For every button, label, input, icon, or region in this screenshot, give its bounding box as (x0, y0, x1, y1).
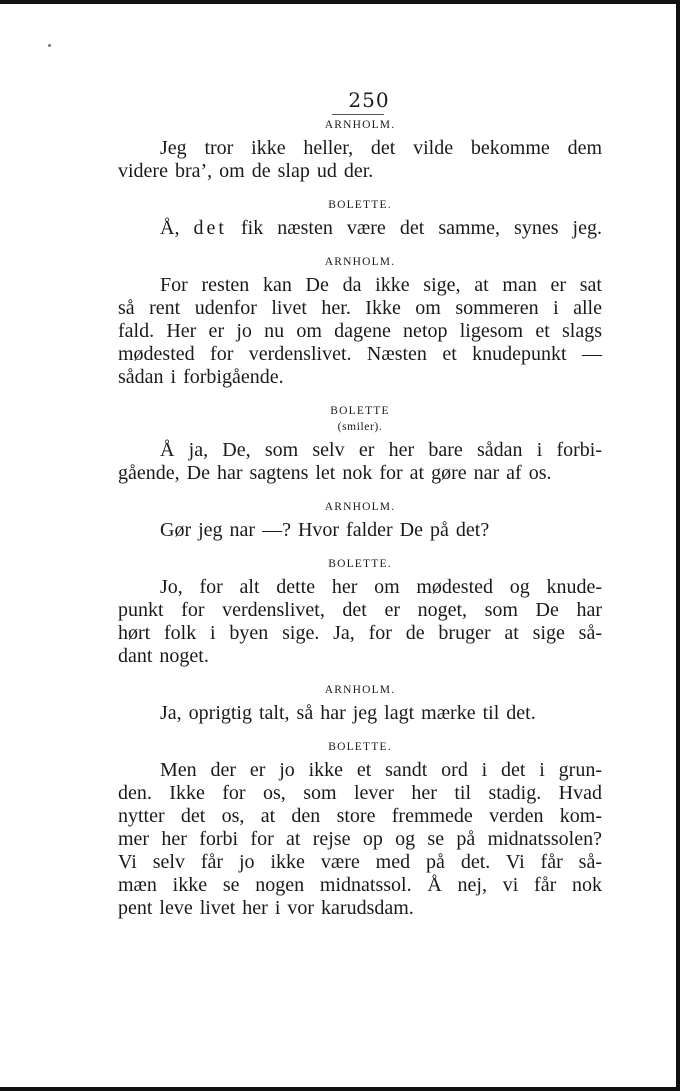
speech-line: Å ja, De, som selv er her bare sådan i forbi- (160, 439, 602, 461)
dialogue-block (118, 556, 602, 668)
speaker-name: BOLETTE. (328, 741, 392, 753)
dialogue-block (118, 197, 602, 240)
speech-line: Men der er jo ikke et sandt ord i det i grun- (160, 759, 602, 781)
speaker-name: ARNHOLM. (324, 684, 396, 696)
speech-line: så rent udenfor livet her. Ikke om sommeren i alle (118, 297, 602, 319)
speech-line: Jeg tror ikke heller, det vilde bekomme dem (160, 137, 602, 159)
scan-edge-bottom (0, 1087, 680, 1091)
speech-line: Ja, oprigtig talt, så har jeg lagt mærke til det. (160, 702, 536, 724)
stage-direction: (smiler). (337, 421, 383, 433)
speech-line: mødested for verdenslivet. Næsten et knudepunkt — (118, 343, 602, 365)
book-page (118, 86, 602, 920)
speech-line: Jo, for alt dette her om mødested og knude- (160, 576, 602, 598)
speech-line: For resten kan De da ikke sige, at man er sat (160, 274, 602, 296)
speaker-name: BOLETTE. (328, 199, 392, 211)
scan-speck (48, 44, 51, 47)
dialogue-block (118, 682, 602, 725)
speaker-name: ARNHOLM. (324, 501, 396, 513)
speech-line (118, 217, 602, 240)
speech-line: mæn ikke se nogen midnatssol. Å nej, vi får nok (118, 874, 602, 896)
speech-line: punkt for verdenslivet, det er noget, som De har (118, 599, 602, 621)
dialogue-block (118, 117, 602, 183)
speech-line: Vi selv får jo ikke være med på det. Vi får så- (118, 851, 602, 873)
page-number: 250 (348, 88, 390, 112)
speech-emphasis: det (193, 217, 227, 239)
speech-line: sådan i forbigående. (118, 366, 284, 388)
scan-edge-top (0, 0, 680, 4)
speech-line: fald. Her er jo nu om dagene netop ligesom et slags (118, 320, 602, 342)
dialogue-block (118, 739, 602, 920)
speaker-name: BOLETTE. (328, 558, 392, 570)
speech-line: den. Ikke for os, som lever her til stadig. Hvad (118, 782, 602, 804)
speech-text (118, 274, 602, 389)
speech-line: Gør jeg nar —? Hvor falder De på det? (160, 519, 490, 541)
dialogue-block (118, 499, 602, 542)
speech-line: dant noget. (118, 645, 209, 667)
scan-edge-right (676, 0, 680, 1091)
speech-text (118, 519, 602, 542)
speech-line: videre bra’, om de slap ud der. (118, 160, 374, 182)
speech-line: gående, De har sagtens let nok for at gøre nar af os. (118, 462, 552, 484)
speech-rest: fik næsten være det samme, synes jeg. (226, 217, 602, 239)
speech-line: mer her forbi for at rejse op og se på midnatssolen? (118, 828, 602, 850)
dialogue-block (118, 254, 602, 389)
speech-text (118, 439, 602, 485)
dialogue-block (118, 403, 602, 485)
speaker-name: ARNHOLM. (324, 119, 396, 131)
speaker-name: BOLETTE (330, 405, 390, 417)
speaker-name: ARNHOLM. (324, 256, 396, 268)
speech-line: pent leve livet her i vor karudsdam. (118, 897, 414, 919)
speech-text (118, 702, 602, 725)
speech-prefix: Å, (160, 217, 194, 239)
speech-text (118, 576, 602, 668)
page-number-rule (332, 114, 384, 115)
speech-line: nytter det os, at den store fremmede verden kom- (118, 805, 602, 827)
speech-text (118, 759, 602, 920)
speech-line: hørt folk i byen sige. Ja, for de bruger at sige så- (118, 622, 602, 644)
speech-text (118, 217, 602, 240)
speech-text (118, 137, 602, 183)
